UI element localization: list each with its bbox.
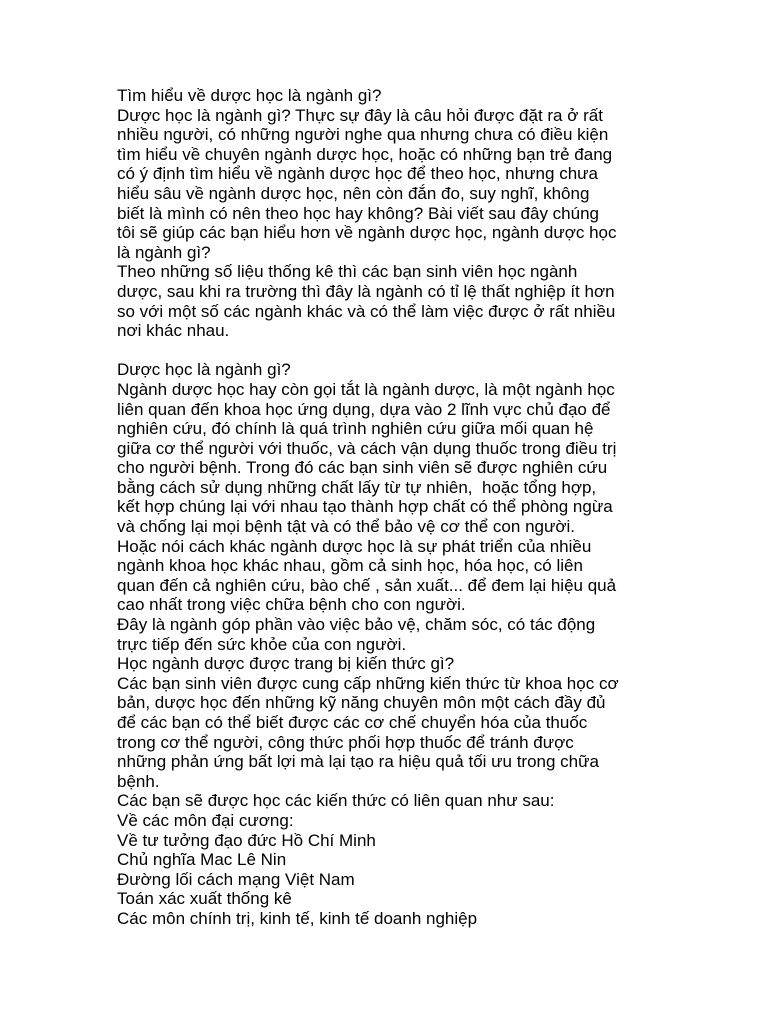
text-line: để các bạn có thể biết được các cơ chế chuyển hóa của thuốc <box>117 713 588 732</box>
text-line: Các bạn sinh viên được cung cấp những kiến thức từ khoa học cơ <box>117 673 619 693</box>
text-line: Đây là ngành góp phần vào việc bảo vệ, chăm sóc, có tác động <box>117 615 596 635</box>
text-line: nghiên cứu, đó chính là quá trình nghiên cứu giữa mối quan hệ <box>117 419 594 439</box>
text-line: Chủ nghĩa Mac Lê Nin <box>117 850 287 870</box>
text-line: giữa cơ thể người với thuốc, và cách vận dụng thuốc trong điều trị <box>117 438 617 458</box>
text-line: nơi khác nhau. <box>117 321 230 341</box>
text-line: Đường lối cách mạng Việt Nam <box>117 869 355 889</box>
text-line: Về tư tưởng đạo đức Hồ Chí Minh <box>117 830 376 850</box>
text-line: liên quan đến khoa học ứng dụng, dựa vào 2 lĩnh vực chủ đạo để <box>117 399 611 419</box>
text-line: Về các môn đại cương: <box>117 810 294 830</box>
text-line: bệnh. <box>117 771 160 791</box>
text-line: cho người bệnh. Trong đó các bạn sinh viên sẽ được nghiên cứu <box>117 458 608 478</box>
text-line: Toán xác xuất thống kê <box>117 889 292 909</box>
text-line: trong cơ thể người, công thức phối hợp thuốc để tránh được <box>117 732 574 752</box>
text-line: Dược học là ngành gì? Thực sự đây là câu hỏi được đặt ra ở rất <box>117 105 603 125</box>
text-line: Các môn chính trị, kinh tế, kinh tế doanh nghiệp <box>117 908 478 928</box>
text-line: bằng cách sử dụng những chất lấy từ tự nhiên, hoặc tổng hợp, <box>117 477 597 497</box>
text-line: bản, dược học đến những kỹ năng chuyên môn một cách đầy đủ <box>117 693 606 713</box>
text-line: Học ngành dược được trang bị kiến thức gì? <box>117 654 455 674</box>
text-line: Hoặc nói cách khác ngành dược học là sự phát triển của nhiều <box>117 536 592 556</box>
text-line: cao nhất trong việc chữa bệnh cho con người. <box>117 595 466 615</box>
text-line: là ngành gì? <box>117 242 211 262</box>
text-line: có ý định tìm hiểu về ngành dược học để theo học, nhưng chưa <box>117 164 598 184</box>
text-line: biết là mình có nên theo học hay không? Bài viết sau đây chúng <box>117 203 599 223</box>
text-line: Tìm hiểu về dược học là ngành gì? <box>117 86 382 105</box>
text-line: tôi sẽ giúp các bạn hiểu hơn về ngành dược học, ngành dược học <box>117 223 617 243</box>
text-line: Ngành dược học hay còn gọi tắt là ngành dược, là một ngành học <box>117 379 615 399</box>
text-line: và chống lại mọi bệnh tật và có thể bảo vệ cơ thể con người. <box>117 517 576 537</box>
text-line: hiểu sâu về ngành dược học, nên còn đắn đo, suy nghĩ, không <box>117 183 590 203</box>
text-line: Các bạn sẽ được học các kiến thức có liên quan như sau: <box>117 791 555 811</box>
text-line: Theo những số liệu thống kê thì các bạn sinh viên học ngành <box>117 262 578 282</box>
text-line: so với một số các ngành khác và có thể làm việc được ở rất nhiều <box>117 301 616 321</box>
document-body <box>117 86 657 929</box>
text-line: nhiều người, có những người nghe qua nhưng chưa có điều kiện <box>117 125 609 145</box>
text-line: tìm hiểu về chuyên ngành dược học, hoặc có những bạn trẻ đang <box>117 144 613 164</box>
text-line: những phản ứng bất lợi mà lại tạo ra hiệu quả tối ưu trong chữa <box>117 752 599 772</box>
text-line: trực tiếp đến sức khỏe của con người. <box>117 634 407 654</box>
text-line: ngành khoa học khác nhau, gồm cả sinh học, hóa học, có liên <box>117 556 583 576</box>
text-line: dược, sau khi ra trường thì đây là ngành có tỉ lệ thất nghiệp ít hơn <box>117 281 615 301</box>
text-line <box>117 341 657 361</box>
text-line: Dược học là ngành gì? <box>117 360 291 380</box>
text-line: quan đến cả nghiên cứu, bào chế , sản xuất... để đem lại hiệu quả <box>117 575 617 595</box>
text-line: kết hợp chúng lại với nhau tạo thành hợp chất có thể phòng ngừa <box>117 497 613 517</box>
